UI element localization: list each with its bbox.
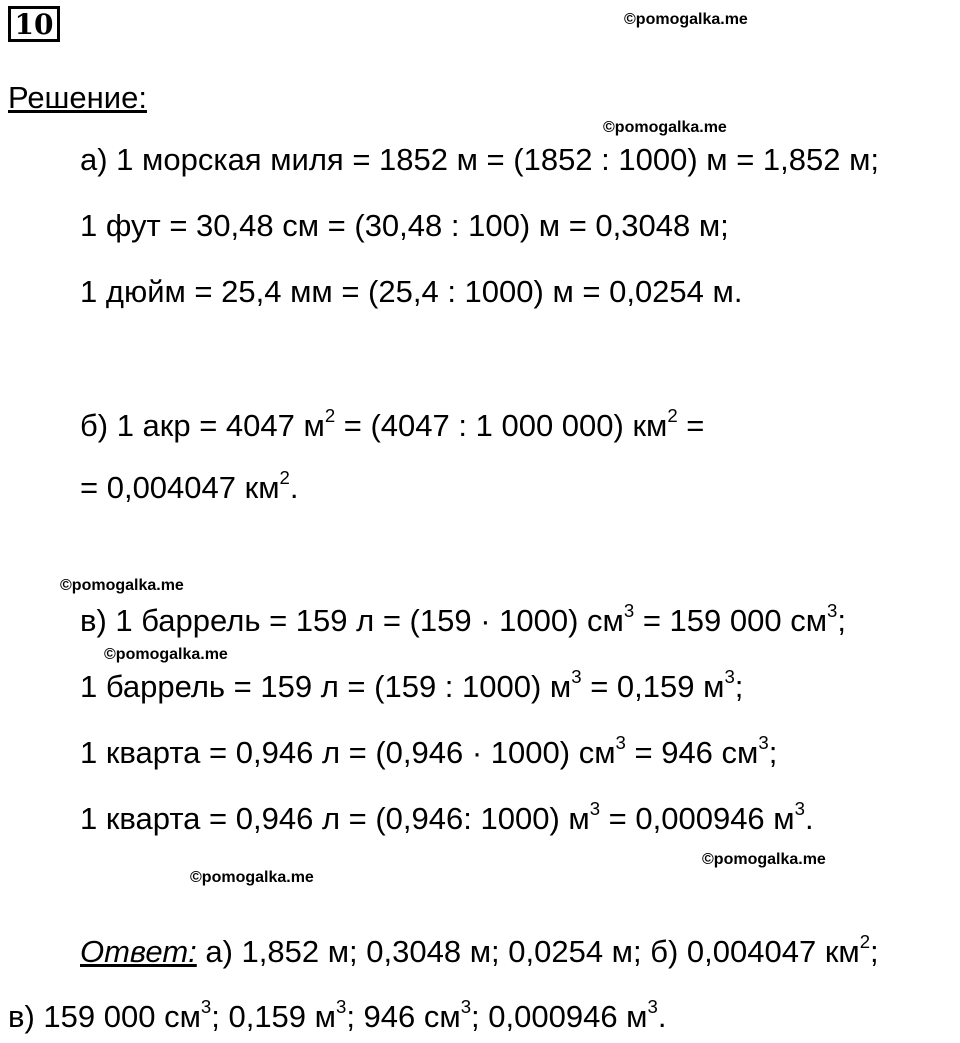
part-a-line-2: 1 фут = 30,48 см = (30,48 : 100) м = 0,3048 м; — [80, 208, 729, 243]
watermark: ©pomogalka.me — [624, 11, 748, 28]
watermark: ©pomogalka.me — [702, 851, 826, 868]
part-b-line-2: = 0,004047 $км^2$. — [80, 467, 299, 505]
answer-line-1: Ответ: а) 1,852 м; 0,3048 м; 0,0254 м; б) 0,004047 $км^2$; — [80, 931, 879, 969]
part-c-line-2: 1 баррель = 159 л = (159 : 1000) $м^3 = 0,159$ $м^3$; — [80, 666, 744, 704]
part-b-line-1: б) 1 акр = 4047 $м^2 = (4047$ : 1 000 000) $км^2$ = — [80, 405, 705, 443]
part-c-line-1: в) 1 баррель = 159 л = (159 · 1000) $см^3 = 159$ 000 $см^3$; — [80, 600, 846, 638]
part-c-line-4: 1 кварта = 0,946 л = (0,946: 1000) $м^3 = 0,000946$ $м^3$. — [80, 798, 814, 836]
part-c-line-3: 1 кварта = 0,946 л = (0,946 · 1000) $см^3 = 946$ $см^3$; — [80, 732, 778, 770]
part-a-line-3: 1 дюйм = 25,4 мм = (25,4 : 1000) м = 0,0254 м. — [80, 274, 743, 309]
watermark: ©pomogalka.me — [190, 869, 314, 886]
answer-label: Ответ: — [80, 934, 197, 969]
watermark: ©pomogalka.me — [104, 646, 228, 663]
solution-heading: Решение: — [8, 80, 147, 115]
watermark: ©pomogalka.me — [60, 577, 184, 594]
answer-line-2: в) 159 000 $см^3$; 0,159 $м^3$; 946 $см^3$; 0,000946 $м^3$. — [8, 996, 667, 1034]
watermark: ©pomogalka.me — [603, 119, 727, 136]
task-number: 10 — [8, 6, 60, 42]
part-a-line-1: а) 1 морская миля = 1852 м = (1852 : 1000) м = 1,852 м; — [80, 142, 880, 177]
